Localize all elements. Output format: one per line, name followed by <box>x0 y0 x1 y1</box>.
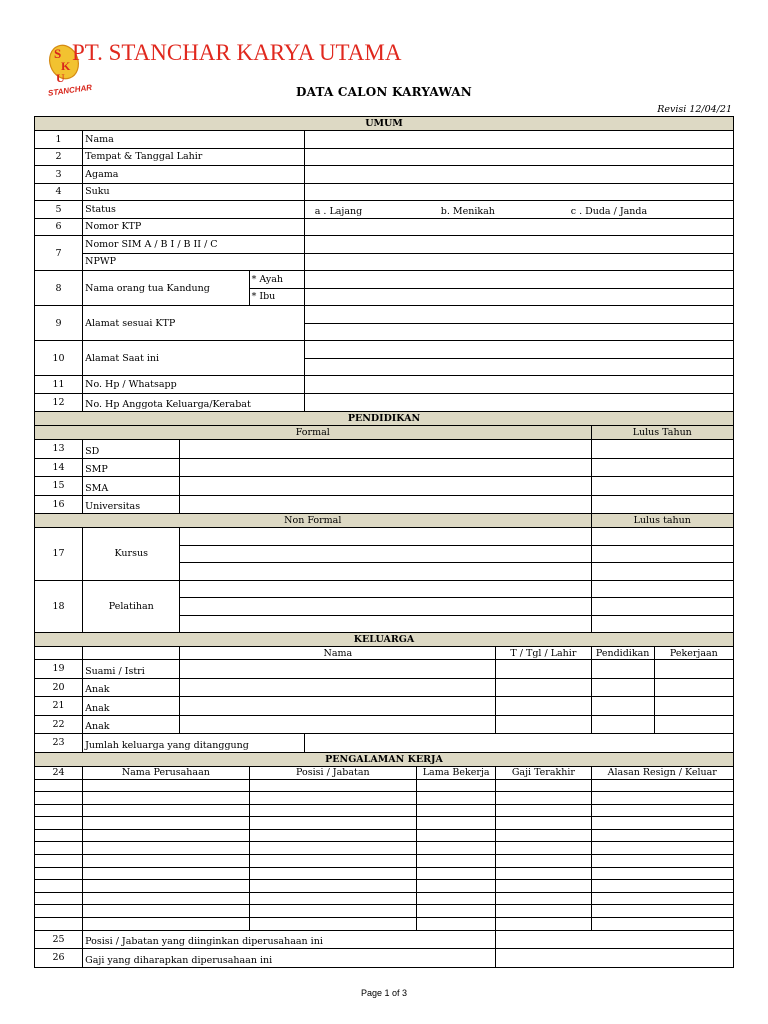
row-number: 14 <box>35 458 83 477</box>
anak-3-pendidikan-input[interactable] <box>591 715 654 734</box>
anak-1-pekerjaan-input[interactable] <box>654 678 733 697</box>
work-experience-cell[interactable] <box>417 918 496 931</box>
table-row <box>35 306 734 324</box>
row-number: 22 <box>35 715 83 734</box>
field-label: Anak <box>83 697 180 716</box>
field-label: Agama <box>83 166 305 184</box>
work-experience-row <box>35 867 734 880</box>
work-experience-cell[interactable] <box>591 905 733 918</box>
anak-1-nama-input[interactable] <box>180 678 496 697</box>
work-experience-cell[interactable] <box>249 792 416 805</box>
company-name: PT. STANCHAR KARYA UTAMA <box>72 40 402 65</box>
status-option-menikah[interactable]: b. Menikah <box>440 205 495 217</box>
work-experience-cell[interactable] <box>496 779 591 792</box>
table-row <box>35 697 734 716</box>
row-number: 1 <box>35 131 83 149</box>
work-experience-row <box>35 905 734 918</box>
field-label: SMP <box>83 458 180 477</box>
table-row <box>35 218 734 236</box>
work-experience-cell[interactable] <box>417 829 496 842</box>
npwp-input[interactable] <box>304 253 733 271</box>
field-label: Nomor SIM A / B I / B II / C <box>83 236 305 254</box>
status-option-duda-janda[interactable]: c . Duda / Janda <box>570 205 648 217</box>
ibu-input[interactable] <box>304 288 733 306</box>
ttl-input[interactable] <box>304 148 733 166</box>
suami-istri-ttl-input[interactable] <box>496 660 591 679</box>
work-experience-cell[interactable] <box>591 829 733 842</box>
table-row <box>35 528 734 546</box>
work-experience-row <box>35 880 734 893</box>
anak-2-pekerjaan-input[interactable] <box>654 697 733 716</box>
work-experience-cell[interactable] <box>591 779 733 792</box>
field-label: Alamat sesuai KTP <box>83 306 305 341</box>
work-experience-cell[interactable] <box>249 918 416 931</box>
kursus-lulus-input-1[interactable] <box>591 528 733 546</box>
section-umum: UMUM <box>35 117 734 131</box>
work-experience-cell[interactable] <box>496 918 591 931</box>
work-experience-cell <box>35 880 83 893</box>
work-experience-cell[interactable] <box>417 817 496 830</box>
anak-1-pendidikan-input[interactable] <box>591 678 654 697</box>
work-experience-cell[interactable] <box>591 855 733 868</box>
status-option-lajang[interactable]: a . Lajang <box>314 205 363 217</box>
work-experience-cell[interactable] <box>249 880 416 893</box>
anak-3-ttl-input[interactable] <box>496 715 591 734</box>
work-experience-cell <box>35 892 83 905</box>
smp-lulus-input[interactable] <box>591 458 733 477</box>
alamat-ktp-input-1[interactable] <box>304 306 733 324</box>
row-number: 4 <box>35 183 83 201</box>
row-number: 13 <box>35 440 83 459</box>
work-experience-cell[interactable] <box>591 804 733 817</box>
anak-2-nama-input[interactable] <box>180 697 496 716</box>
work-experience-row <box>35 817 734 830</box>
form-table <box>34 116 734 968</box>
row-number: 19 <box>35 660 83 679</box>
table-row <box>35 440 734 459</box>
pelatihan-input-1[interactable] <box>180 580 591 598</box>
field-label: Posisi / Jabatan yang diinginkan diperusahaan ini <box>83 930 496 949</box>
work-experience-cell[interactable] <box>249 842 416 855</box>
pelatihan-input-2[interactable] <box>180 598 591 616</box>
work-experience-cell[interactable] <box>83 792 249 805</box>
row-number: 5 <box>35 201 83 219</box>
document-title: DATA CALON KARYAWAN <box>296 85 472 99</box>
row-number: 8 <box>35 271 83 306</box>
work-experience-cell[interactable] <box>591 867 733 880</box>
work-experience-cell <box>35 792 83 805</box>
work-experience-cell[interactable] <box>591 792 733 805</box>
work-experience-cell[interactable] <box>83 855 249 868</box>
alamat-saat-ini-input-2[interactable] <box>304 358 733 376</box>
work-experience-cell[interactable] <box>417 842 496 855</box>
nonformal-header: Non Formal <box>35 514 592 528</box>
work-experience-cell[interactable] <box>417 905 496 918</box>
work-experience-cell[interactable] <box>83 880 249 893</box>
work-experience-cell[interactable] <box>417 855 496 868</box>
work-experience-cell[interactable] <box>496 804 591 817</box>
pelatihan-lulus-input-3[interactable] <box>591 615 733 633</box>
work-experience-cell[interactable] <box>591 892 733 905</box>
field-label: NPWP <box>83 253 305 271</box>
table-row <box>35 477 734 496</box>
work-experience-cell[interactable] <box>249 892 416 905</box>
sd-input[interactable] <box>180 440 591 459</box>
row-number: 18 <box>35 580 83 633</box>
work-experience-row <box>35 779 734 792</box>
work-experience-cell[interactable] <box>496 905 591 918</box>
work-experience-cell[interactable] <box>496 892 591 905</box>
section-pendidikan: PENDIDIKAN <box>35 412 734 426</box>
kursus-input-3[interactable] <box>180 563 591 581</box>
ayah-input[interactable] <box>304 271 733 289</box>
sd-lulus-input[interactable] <box>591 440 733 459</box>
work-experience-cell[interactable] <box>591 817 733 830</box>
anak-1-ttl-input[interactable] <box>496 678 591 697</box>
row-number: 21 <box>35 697 83 716</box>
jumlah-tanggungan-input[interactable] <box>304 734 733 753</box>
work-experience-row <box>35 842 734 855</box>
field-label: Anak <box>83 678 180 697</box>
work-experience-cell[interactable] <box>496 880 591 893</box>
work-experience-cell[interactable] <box>417 892 496 905</box>
work-experience-cell <box>35 918 83 931</box>
work-experience-row <box>35 892 734 905</box>
work-experience-cell[interactable] <box>591 880 733 893</box>
field-label: Jumlah keluarga yang ditanggung <box>83 734 305 753</box>
table-row <box>35 236 734 254</box>
work-experience-cell[interactable] <box>249 779 416 792</box>
row-number: 25 <box>35 930 83 949</box>
table-row <box>35 253 734 271</box>
work-experience-cell[interactable] <box>249 804 416 817</box>
field-label: SMA <box>83 477 180 496</box>
work-experience-cell[interactable] <box>83 905 249 918</box>
pelatihan-input-3[interactable] <box>180 615 591 633</box>
sma-lulus-input[interactable] <box>591 477 733 496</box>
work-experience-cell[interactable] <box>83 804 249 817</box>
col-pekerjaan-header: Pekerjaan <box>654 647 733 660</box>
work-experience-cell <box>35 829 83 842</box>
row-number: 17 <box>35 528 83 581</box>
formal-header: Formal <box>35 426 592 440</box>
work-experience-cell[interactable] <box>591 842 733 855</box>
field-label: SD <box>83 440 180 459</box>
work-experience-row <box>35 829 734 842</box>
table-row <box>35 678 734 697</box>
field-label: Pelatihan <box>83 580 180 633</box>
col-perusahaan-header: Nama Perusahaan <box>83 766 249 779</box>
field-label: Anak <box>83 715 180 734</box>
work-experience-cell <box>35 804 83 817</box>
kursus-input-1[interactable] <box>180 528 591 546</box>
work-experience-row <box>35 918 734 931</box>
col-gaji-header: Gaji Terakhir <box>496 766 591 779</box>
col-lama-header: Lama Bekerja <box>417 766 496 779</box>
logo-letter-s: S <box>54 46 62 61</box>
work-experience-cell <box>35 817 83 830</box>
table-row <box>35 580 734 598</box>
table-row <box>35 930 734 949</box>
table-row <box>35 660 734 679</box>
field-label: Suku <box>83 183 305 201</box>
anak-2-ttl-input[interactable] <box>496 697 591 716</box>
work-experience-cell[interactable] <box>83 829 249 842</box>
field-label: Kursus <box>83 528 180 581</box>
field-label: Gaji yang diharapkan diperusahaan ini <box>83 949 496 968</box>
pelatihan-lulus-input-2[interactable] <box>591 598 733 616</box>
work-experience-cell[interactable] <box>249 829 416 842</box>
revision-date: Revisi 12/04/21 <box>657 104 732 115</box>
field-label: Suami / Istri <box>83 660 180 679</box>
table-row <box>35 148 734 166</box>
work-experience-row <box>35 855 734 868</box>
alamat-saat-ini-input-1[interactable] <box>304 341 733 359</box>
field-label: Nama orang tua Kandung <box>83 271 249 306</box>
work-experience-cell[interactable] <box>249 905 416 918</box>
col-posisi-header: Posisi / Jabatan <box>249 766 416 779</box>
table-row <box>35 201 734 219</box>
work-experience-cell[interactable] <box>591 918 733 931</box>
work-experience-cell[interactable] <box>83 918 249 931</box>
row-number: 16 <box>35 495 83 514</box>
row-number: 9 <box>35 306 83 341</box>
work-experience-cell <box>35 779 83 792</box>
row-number: 11 <box>35 376 83 394</box>
section-pengalaman-kerja: PENGALAMAN KERJA <box>35 752 734 766</box>
status-field[interactable] <box>304 201 733 219</box>
work-experience-cell[interactable] <box>417 792 496 805</box>
hp-input[interactable] <box>304 376 733 394</box>
work-experience-cell[interactable] <box>496 855 591 868</box>
sim-input[interactable] <box>304 236 733 254</box>
work-experience-cell[interactable] <box>496 817 591 830</box>
work-experience-cell[interactable] <box>249 867 416 880</box>
col-ttl-header: T / Tgl / Lahir <box>496 647 591 660</box>
anak-3-nama-input[interactable] <box>180 715 496 734</box>
kursus-lulus-input-3[interactable] <box>591 563 733 581</box>
table-row <box>35 271 734 289</box>
table-row <box>35 393 734 412</box>
row-number: 2 <box>35 148 83 166</box>
field-label: No. Hp / Whatsapp <box>83 376 305 394</box>
field-label: Status <box>83 201 305 219</box>
hp-kerabat-input[interactable] <box>304 393 733 412</box>
work-experience-cell <box>35 867 83 880</box>
work-experience-cell <box>35 842 83 855</box>
suami-istri-nama-input[interactable] <box>180 660 496 679</box>
suami-istri-pekerjaan-input[interactable] <box>654 660 733 679</box>
field-label: Universitas <box>83 495 180 514</box>
section-keluarga: KELUARGA <box>35 633 734 647</box>
anak-2-pendidikan-input[interactable] <box>591 697 654 716</box>
alamat-ktp-input-2[interactable] <box>304 323 733 341</box>
field-sublabel: * Ibu <box>249 288 304 306</box>
col-alasan-header: Alasan Resign / Keluar <box>591 766 733 779</box>
work-experience-cell[interactable] <box>83 842 249 855</box>
col-nama-header: Nama <box>180 647 496 660</box>
table-row <box>35 458 734 477</box>
lulus-tahun-header-2: Lulus tahun <box>591 514 733 528</box>
posisi-diinginkan-input[interactable] <box>496 930 734 949</box>
row-number: 24 <box>35 766 83 779</box>
table-row <box>35 495 734 514</box>
page-number: Page 1 of 3 <box>360 988 408 998</box>
field-label: Nama <box>83 131 305 149</box>
row-number: 7 <box>35 236 83 271</box>
row-number: 12 <box>35 393 83 412</box>
agama-input[interactable] <box>304 166 733 184</box>
field-label: Tempat & Tanggal Lahir <box>83 148 305 166</box>
field-label: Nomor KTP <box>83 218 305 236</box>
work-experience-row <box>35 804 734 817</box>
universitas-input[interactable] <box>180 495 591 514</box>
row-number: 26 <box>35 949 83 968</box>
pelatihan-lulus-input-1[interactable] <box>591 580 733 598</box>
kursus-lulus-input-2[interactable] <box>591 545 733 563</box>
field-label: No. Hp Anggota Keluarga/Kerabat <box>83 393 305 412</box>
work-experience-row <box>35 792 734 805</box>
anak-3-pekerjaan-input[interactable] <box>654 715 733 734</box>
table-row <box>35 341 734 359</box>
suami-istri-pendidikan-input[interactable] <box>591 660 654 679</box>
table-row <box>35 715 734 734</box>
kursus-input-2[interactable] <box>180 545 591 563</box>
work-experience-cell[interactable] <box>496 842 591 855</box>
row-number: 23 <box>35 734 83 753</box>
row-number: 20 <box>35 678 83 697</box>
gaji-diharapkan-input[interactable] <box>496 949 734 968</box>
work-experience-cell[interactable] <box>83 867 249 880</box>
nama-input[interactable] <box>304 131 733 149</box>
row-number: 15 <box>35 477 83 496</box>
row-number: 6 <box>35 218 83 236</box>
work-experience-cell[interactable] <box>83 817 249 830</box>
sma-input[interactable] <box>180 477 591 496</box>
lulus-tahun-header: Lulus Tahun <box>591 426 733 440</box>
table-row <box>35 734 734 753</box>
logo-text: STANCHAR <box>47 82 93 98</box>
smp-input[interactable] <box>180 458 591 477</box>
work-experience-cell[interactable] <box>417 779 496 792</box>
work-experience-cell[interactable] <box>249 817 416 830</box>
table-row <box>35 376 734 394</box>
table-row <box>35 949 734 968</box>
work-experience-cell[interactable] <box>417 880 496 893</box>
work-experience-cell[interactable] <box>417 804 496 817</box>
work-experience-cell <box>35 855 83 868</box>
row-number: 3 <box>35 166 83 184</box>
work-experience-cell[interactable] <box>83 892 249 905</box>
table-row <box>35 131 734 149</box>
work-experience-cell[interactable] <box>496 792 591 805</box>
suku-input[interactable] <box>304 183 733 201</box>
universitas-lulus-input[interactable] <box>591 495 733 514</box>
work-experience-cell <box>35 905 83 918</box>
row-number: 10 <box>35 341 83 376</box>
ktp-input[interactable] <box>304 218 733 236</box>
table-row <box>35 183 734 201</box>
logo-letter-k: K <box>61 59 71 73</box>
work-experience-cell[interactable] <box>496 867 591 880</box>
work-experience-cell[interactable] <box>83 779 249 792</box>
logo-letter-u: U <box>56 71 65 85</box>
col-pendidikan-header: Pendidikan <box>591 647 654 660</box>
work-experience-cell[interactable] <box>249 855 416 868</box>
work-experience-cell[interactable] <box>496 829 591 842</box>
work-experience-cell[interactable] <box>417 867 496 880</box>
table-row <box>35 166 734 184</box>
field-sublabel: * Ayah <box>249 271 304 289</box>
field-label: Alamat Saat ini <box>83 341 305 376</box>
